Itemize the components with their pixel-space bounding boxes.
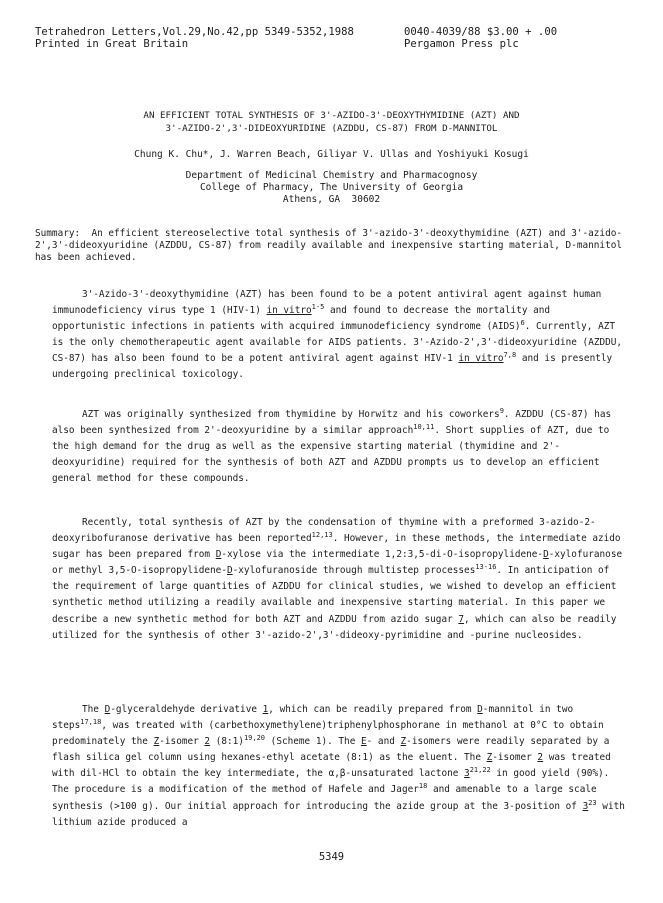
summary-block (35, 228, 635, 265)
journal-header-left (35, 26, 354, 50)
body-paragraph-1: 3'-Azido-3'-deoxythymidine (AZT) has been found to be a potent antiviral agent against human immunodeficiency virus type 1 (HIV-1) in vitro$^{1-5}$ and found to decrease the mortality and opportunistic infections in patients with acquired immunodeficiency syndrome (AIDS)$^6$. Currently, AZT is the only chemotherapeutic agent available for AIDS patients. 3'-Azido-2',3'-dideoxyuridine (AZDDU, CS-87) has also been found to be a potent antiviral agent against HIV-1 in vitro$^{7,8}$ and is presently undergoing preclinical toxicology. (52, 289, 623, 381)
body-paragraph-4: The D-glyceraldehyde derivative 1, which can be readily prepared from D-mannitol in two steps$^{17,18}$, was treated with (carbethoxymethylene)triphenylphosphorane in methanol at 0°C to obtain predominately the Z-isomer 2 (8:1)$^{19,20}$ (Scheme 1). The E- and Z-isomers were readily separated by a flash silica gel column using hexanes-ethyl acetate (8:1) as the eluent. The Z-isomer 2 was treated with dil-HCl to obtain the key intermediate, the α,β-unsaturated lactone 3$^{21,22}$ in good yield (90%). The procedure is a modification of the method of Hafele and Jager$^{18}$ and amenable to a large scale synthesis (>100 g). Our initial approach for introducing the azide group at the 3-position of $3^{23}$ with lithium azide produced a (52, 704, 625, 828)
printed-in: Printed in Great Britain (35, 38, 189, 50)
body-paragraph-3: Recently, total synthesis of AZT by the condensation of thymine with a preformed 3-azido-2-deoxyribofuranose derivative has been reported$^{12,13}$. However, in these methods, the intermediate azido sugar has been prepared from D-xylose via the intermediate 1,2:3,5-di-O-isopropylidene-D-xylofuranose or methyl 3,5-O-isopropylidene-D-xylofuranoside through multistep processes$^{13-16}$. In anticipation of the requirement of large quantities of AZDDU for clinical studies, we wished to develop an efficient synthetic method utilizing a readily available and inexpensive starting material. In this paper we describe a new synthetic method for both AZT and AZDDU from azido sugar 7, which can also be readily utilized for the synthesis of other 3'-azido-2',3'-dideoxy-pyrimidine and -purine nucleosides. (52, 517, 623, 641)
affiliation-line-3: Athens, GA 30602 (282, 194, 381, 205)
paper-title-line-1: AN EFFICIENT TOTAL SYNTHESIS OF 3'-AZIDO-3'-DEOXYTHYMIDINE (AZT) AND (143, 110, 520, 121)
page-number: 5349 (318, 851, 345, 863)
affiliation-line-2: College of Pharmacy, The University of Georgia (199, 182, 464, 193)
summary-text: An efficient stereoselective total synthesis of 3'-azido-3'-deoxythymidine (AZT) and 3'-azido-2',3'-dideoxyuridine (AZDDU, CS-87) from readily available and inexpensive starting material, D-mannitol has been achieved. (35, 228, 623, 264)
journal-citation: Tetrahedron Letters,Vol.29,No.42,pp 5349-5352,1988 (35, 26, 354, 38)
journal-header-right (404, 26, 557, 50)
author-list: Chung K. Chu*, J. Warren Beach, Giliyar V. Ullas and Yoshiyuki Kosugi (134, 149, 529, 160)
affiliation-line-1: Department of Medicinal Chemistry and Pharmacognosy (185, 170, 478, 181)
publisher: Pergamon Press plc (404, 38, 519, 50)
paper-title-line-2: 3'-AZIDO-2',3'-DIDEOXYURIDINE (AZDDU, CS-87) FROM D-MANNITOL (165, 123, 498, 134)
summary-label: Summary: (35, 228, 81, 239)
price-code: 0040-4039/88 $3.00 + .00 (404, 26, 558, 38)
body-paragraph-2: AZT was originally synthesized from thymidine by Horwitz and his coworkers$^9$. AZDDU (CS-87) has also been synthesized from 2'-deoxyuridine by a similar approach$^{10,11}$. Short supplies of AZT, due to the high demand for the drug as well as the expensive starting material (thymidine and 2'-deoxyuridine) required for the synthesis of both AZT and AZDDU prompts us to develop an efficient general method for these compounds. (52, 407, 612, 485)
